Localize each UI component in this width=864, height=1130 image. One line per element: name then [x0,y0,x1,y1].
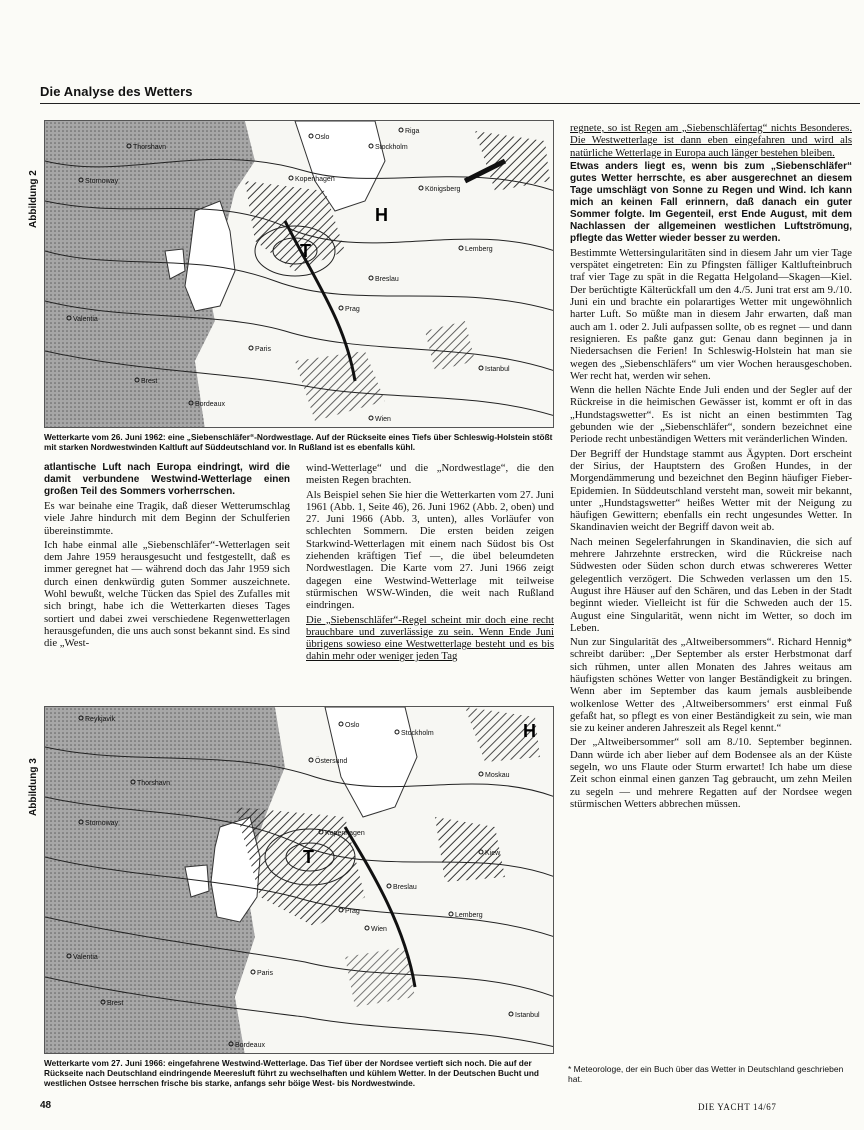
paragraph: regnete, so ist Regen am „Siebenschläfertag“ nichts Besonderes. Die Westwetterlage ist dann eben eingefahren und wird als natürliche Wetterlage in Europa auch länger bestehen bleiben. [570,122,852,159]
page-number: 48 [40,1100,52,1111]
place-label: Moskau [485,772,510,779]
paragraph: Wenn die hellen Nächte Ende Juli enden und der Segler auf der Rückreise in die heimischen Gewässer ist, kommt er oft in das „Hundstagswetter“. Es ist nicht an einen bestimmten Tag gebunden wie der „Siebenschläfer“, sondern bezeichnet eine Periode recht unbeständigen Wetters mit veränderlichen Winden. [570,384,852,446]
place-label: Istanbul [485,366,510,373]
place-label: Prag [345,306,360,313]
place-label: Königsberg [425,186,461,193]
figure-2-caption: Wetterkarte vom 26. Juni 1962: eine „Siebenschläfer“-Nordwestlage. Auf der Rückseite eines Tiefs über Schleswig-Holstein stößt mit starken Nordwestwinden Kaltluft auf Süddeutschland vor. In Rußland ist es ebenfalls kühl. [44,432,553,452]
place-label: Wien [375,416,391,423]
text-column-middle [306,462,554,665]
place-label: Paris [257,970,273,977]
place-label: Kopenhagen [325,830,365,837]
high-marker: H [523,721,536,741]
place-label: Östersund [315,758,348,765]
place-label: Stockholm [375,144,408,151]
paragraph: Etwas anders liegt es, wenn bis zum „Siebenschläfer“ gutes Wetter herrschte, es aber ausgerechnet an diesem Tage umschlägt von Sonne zu Regen und Wind. Ich kann mich an keinen Fall erinnern, daß danach ein guter Sommer folgte. Im Gegenteil, erst Ende August, mit dem Nachlassen der allgemeinen westlichen Luftströmung, pflegte das Wetter wieder besser zu werden. [570,160,852,244]
place-label: Istanbul [515,1012,540,1019]
figure-3-label: Abbildung 3 [28,758,39,816]
paragraph: Ich habe einmal alle „Siebenschläfer“-Wetterlagen seit dem Jahre 1959 herausgesucht und festgestellt, daß es immer geregnet hat — während doch das Jahr 1959 sich durch einen denkwürdig guten Sommer auszeichnete. Wohl bewußt, welche Tücken das Spiel des Zufalles mit sich bringt, habe ich die Wetterkarten dieses Tages sortiert und dabei zwei verschiedene Regenwetterlagen herausgefunden, die uns auch sonst bekannt sind. Es sind die „West- [44,538,290,650]
place-label: Stockholm [401,730,434,737]
place-label: Breslau [375,276,399,283]
place-label: Lemberg [455,912,483,919]
place-label: Kopenhagen [295,176,335,183]
low-marker: T [300,241,311,261]
low-marker: T [303,847,314,867]
paragraph: Der „Altweibersommer“ soll am 8./10. September beginnen. Dann würde ich aber lieber auf dem Bodensee als an der Küste segeln, wo uns Flaute oder Sturm erwartet! Ich habe um diese Zeit schon einmal einen ganzen Tag gebraucht, um zehn Meilen zu segeln — und mehrere Regatten auf der Nordsee wegen stürmischen Wetters abbrechen müssen. [570,736,852,810]
place-label: Oslo [345,722,360,729]
weather-map-1966 [44,706,554,1054]
weather-map-1962 [44,120,554,428]
place-label: Bordeaux [195,401,225,408]
place-label: Brest [141,378,158,385]
place-label: Breslau [393,884,417,891]
text-column-left [44,462,290,652]
page-header [40,84,860,104]
footnote: * Meteorologe, der ein Buch über das Wetter in Deutschland geschrieben hat. [568,1064,844,1084]
paragraph: Es war beinahe eine Tragik, daß dieser Wetterumschlag viele Jahre hindurch mit dem Beginn der Schulferien übereinstimmte. [44,500,290,537]
paragraph: Nun zur Singularität des „Altweibersommers“. Richard Hennig* schreibt darüber: „Der September als erster Herbstmonat darf sich rühmen, unter allen Monaten des Jahres weitaus am häufigsten schönes Wetter von langer Beständigkeit zu bringen. Wenn aber im September das kaum jemals ausbleibende wolkenlose Wetter des ‚Altweibersommers‘ erst einmal Fuß gefaßt hat, so pflegt es von einer Beständigkeit zu sein, wie man sie zu keiner anderen Jahreszeit als Regel kennt.“ [570,636,852,735]
place-label: Paris [255,346,271,353]
place-label: Bordeaux [235,1042,265,1049]
paragraph: Bestimmte Wettersingularitäten sind in diesem Jahr um vier Tage verspätet eingetreten: Ein zu Pfingsten fälliger Kaltlufteinbruch traf vier Tage zu spät in die Regatta Helgoland—Skagen—Kiel. Der berüchtigte Kälterückfall um den 4./5. Juni trat erst am 9./10. Juni ein und brachte ein polarartiges Wetter mit ungewöhnlich harter Luft. So müßte man in diesem Jahr erwarten, daß man auch am 1. oder 2. Juli aufpassen sollte, ob es regnet — und dann resignieren. Es paßte ganz gut: Genau dann beginnen ja in Niedersachsen die Ferien! In Schleswig-Holstein hat man sie wegen des „Siebenschläfers“ um vier Wochen herausgeschoben. Wer recht hat, werden wir sehen. [570,246,852,382]
weather-map-1962-drawing [45,121,554,428]
page-title: Die Analyse des Wetters [40,84,193,99]
paragraph: Nach meinen Segelerfahrungen in Skandinavien, die sich auf mehrere Jahrzehnte erstrecken, wird die Rückreise nach Südwesten oder Süden schon durch etwas schwereres Wetter gelegentlich verzögert. Die Schweden verlassen um den 15. August ihre Häuser auf den Schären, und das Leben in der Stadt beginnt wieder. Vielleicht ist für die Schweden auch der 15. August eine Singularität, wenn nicht im Wetter, so doch im Leben. [570,535,852,634]
place-label: Stornoway [85,178,119,185]
place-label: Reykjavik [85,716,115,723]
place-label: Brest [107,1000,124,1007]
place-label: Prag [345,908,360,915]
paragraph: Die „Siebenschläfer“-Regel scheint mir doch eine recht brauchbare und zuverlässige zu sein. Wenn Ende Juni übrigens sowieso eine Westwetterlage besteht und es bis dahin mehr oder weniger jeden Tag [306,613,554,663]
magazine-issue: DIE YACHT 14/67 [698,1102,777,1112]
place-label: Riga [405,128,420,135]
place-label: Thorshavn [137,780,171,787]
place-label: Wien [371,926,387,933]
high-marker: H [375,205,388,225]
place-label: Valentia [73,954,98,961]
paragraph: atlantische Luft nach Europa eindringt, wird die damit verbundene Westwind-Wetterlage einen großen Teil des Sommers vorherrschen. [44,462,290,497]
paragraph: wind-Wetterlage“ und die „Nordwestlage“, die den meisten Regen brachten. [306,462,554,487]
paragraph: Als Beispiel sehen Sie hier die Wetterkarten vom 27. Juni 1961 (Abb. 1, Seite 46), 26. Juni 1962 (Abb. 2, oben) und 27. Juni 1966 (Abb. 3, unten), alles Vorläufer von schlechten Sommern. Die ersten beiden zeigen Starkwind-Wetterlagen mit einem nach Südost bis Ost ziehenden kräftigen Tief —, die übel beleumdeten Nordwestlagen. Die Karte vom 27. Juni 1966 zeigt dagegen eine Westwind-Wetterlage mit teilweise stürmischen WSW-Winden, die weit nach Rußland eindringen. [306,488,554,612]
paragraph: Der Begriff der Hundstage stammt aus Ägypten. Dort erscheint der Sirius, der Hauptstern des Großen Hundes, in der Morgendämmerung und bezeichnet den Beginn häufiger Fieber-Epidemien. In Süddeutschland versteht man, soweit mir bekannt, unter „Hundstagswetter“ heißes Wetter mit der Neigung zu häufigen Gewittern; ebenfalls ein recht ungesundes Wetter. In Skandinavien weicht der Begriff davon weit ab. [570,447,852,534]
place-label: Thorshavn [133,144,167,151]
text-column-right [570,122,852,812]
figure-2-label: Abbildung 2 [28,170,39,228]
place-label: Lemberg [465,246,493,253]
place-label: Kiew [485,850,501,857]
figure-3-caption: Wetterkarte vom 27. Juni 1966: eingefahrene Westwind-Wetterlage. Das Tief über der Nordsee vertieft sich noch. Die auf der Rückseite nach Deutschland eindringende Meeresluft führt zu wechselhaften und kühlem Wetter. In der Deutschen Bucht und westlichen Ostsee herrschen frische bis starke, anfangs sehr böige West- bis Nordwestwinde. [44,1058,539,1088]
place-label: Stornoway [85,820,119,827]
weather-map-1966-drawing [45,707,554,1054]
place-label: Oslo [315,134,330,141]
place-label: Valentia [73,316,98,323]
